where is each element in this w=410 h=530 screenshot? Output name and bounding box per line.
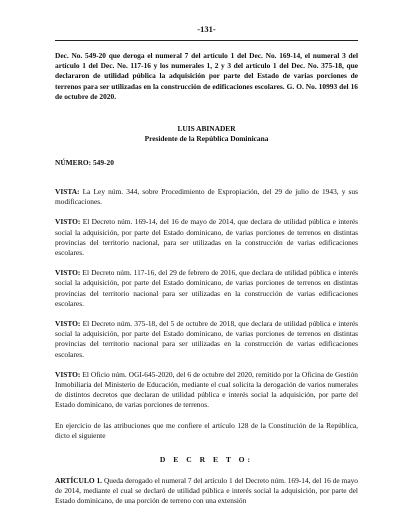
header-divider: [55, 40, 358, 41]
signer-name: LUIS ABINADER: [177, 124, 236, 134]
decreto-heading: D E C R E T O:: [159, 455, 254, 465]
visto-text: El Decreto núm. 169-14, del 16 de mayo de 2014, que declara de utilidad pública e interés social la adquisición, por parte del Estado dominicano, de varias porciones de terrenos en distintas provincias del territorio nacional, para ser utilizadas en la construcción de varias edificaciones escolares.: [55, 217, 358, 258]
decree-number: NÚMERO: 549-20: [55, 158, 114, 168]
signer-block: [55, 124, 358, 144]
preamble-paragraph: En ejercicio de las atribuciones que me confiere el artículo 128 de la Constitución de la República, dicto el siguiente: [55, 420, 358, 440]
visto-label: VISTO:: [55, 217, 81, 227]
article-paragraph: [55, 476, 358, 507]
visto-text: El Decreto núm. 375-18, del 5 de octubre de 2018, que declara de utilidad pública e interés social la adquisición, por parte del Estado dominicano, de varias porciones de terrenos en distintas provincias del territorio nacional para ser utilizadas en la construcción de varias edificaciones escolares.: [55, 319, 358, 359]
visto-paragraph: [55, 319, 358, 360]
visto-text: El Oficio núm. OGI-645-2020, del 6 de octubre del 2020, remitido por la Oficina de Gestión Inmobiliaria del Ministerio de Educación, mediante el cual solicita la derogación de varios numerales de distintos decretos que declaran de utilidad pública e interés social la adquisición, por parte del Estado dominicano, de varias porciones de terrenos.: [55, 369, 358, 410]
decree-summary: Dec. No. 549-20 que deroga el numeral 7 del artículo 1 del Dec. No. 169-14, el numeral 3 del artículo 1 del Dec. No. 117-16 y los numerales 1, 2 y 3 del artículo 1 del Dec. No. 375-18, que declararon de utilidad pública la adquisición por parte del Estado de varias porciones de terrenos para ser utilizadas en la construcción de edificaciones escolares. G. O. No. 10993 del 16 de octubre de 2020.: [55, 51, 358, 101]
page-number: -131-: [197, 24, 216, 34]
visto-label: VISTO:: [55, 369, 81, 379]
article-label: ARTÍCULO 1.: [55, 476, 103, 486]
visto-text: El Decreto núm. 117-16, del 29 de febrero de 2016, que declara de utilidad pública e interés social la adquisición, por parte del Estado dominicano, de varias porciones de terrenos en distintas provincias del territorio nacional para ser utilizadas en la construcción de varias edificaciones escolares.: [55, 268, 358, 308]
visto-paragraph: [55, 268, 358, 309]
visto-paragraph: [55, 370, 358, 411]
signer-title: Presidente de la República Dominicana: [144, 134, 269, 144]
visto-paragraph: [55, 217, 358, 258]
vista-text: La Ley núm. 344, sobre Procedimiento de Expropiación, del 29 de julio de 1943, y sus modificaciones.: [55, 187, 358, 207]
visto-label: VISTO:: [55, 319, 81, 329]
visto-label: VISTO:: [55, 268, 81, 278]
article-text: Queda derogado el numeral 7 del artículo 1 del Decreto núm. 169-14, del 16 de mayo de 2014, mediante el cual se declaró de utilidad pública e interés social la adquisición, por parte del Estado dominicano, de una porción de terreno con una extensión: [55, 476, 358, 506]
vista-paragraph: [55, 187, 358, 207]
vista-label: VISTA:: [55, 187, 80, 197]
